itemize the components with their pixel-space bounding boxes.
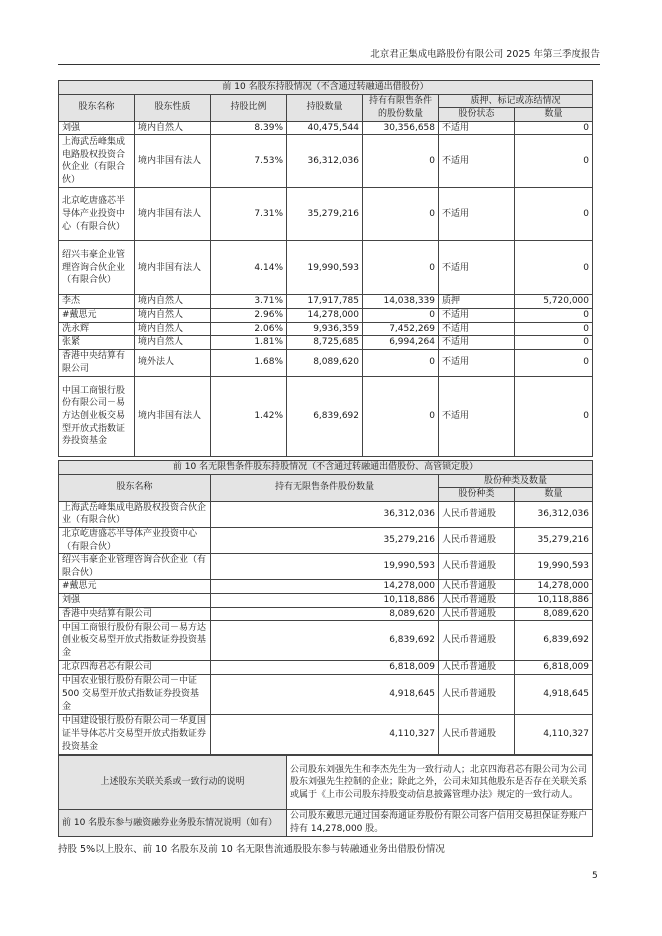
share-type: 人民币普通股 [439,674,515,714]
share-type-qty: 4,110,327 [515,714,593,754]
holding-qty: 17,917,785 [287,295,363,309]
share-type: 人民币普通股 [439,554,515,580]
table-row [59,308,593,322]
unrestricted-qty: 6,818,009 [211,661,439,675]
shareholder-name: 张紧 [59,336,135,350]
unrestricted-qty: 10,118,886 [211,593,439,607]
margin-trading-text: 公司股东戴思元通过国泰海通证券股份有限公司客户信用交易担保证券账户持有 14,278,000 股。 [287,810,593,837]
col-header-type-qty: 数量 [515,488,593,502]
shareholder-nature: 境外法人 [135,349,211,376]
holding-qty: 36,312,036 [287,135,363,188]
shareholder-nature: 境内自然人 [135,322,211,336]
related-parties-label: 上述股东关联关系或一致行动的说明 [59,756,287,810]
table-row [59,188,593,241]
holding-ratio: 4.14% [211,241,287,295]
unrestricted-qty: 35,279,216 [211,527,439,553]
share-type-qty: 35,279,216 [515,527,593,553]
pledge-status: 不适用 [439,241,515,295]
col-header-name: 股东名称 [59,94,135,121]
share-type: 人民币普通股 [439,593,515,607]
holding-ratio: 7.31% [211,188,287,241]
top10-shareholders-table [58,80,593,457]
table-row [59,621,593,661]
pledge-status: 不适用 [439,376,515,456]
page-number: 5 [592,871,598,881]
holding-ratio: 1.81% [211,336,287,350]
holding-qty: 35,279,216 [287,188,363,241]
pledge-qty: 0 [515,188,593,241]
col-header-name: 股东名称 [59,474,211,501]
table-row [59,349,593,376]
unrestricted-title: 前 10 名无限售条件股东持股情况（不含通过转融通出借股份、高管锁定股） [59,461,593,475]
pledge-status: 不适用 [439,135,515,188]
col-header-restricted: 持有有限售条件的股份数量 [363,94,439,121]
share-type: 人民币普通股 [439,661,515,675]
shareholder-name: #戴思元 [59,308,135,322]
shareholder-name: 中国农业银行股份有限公司－中证 500 交易型开放式指数证券投资基金 [59,674,211,714]
share-type: 人民币普通股 [439,527,515,553]
shareholder-nature: 境内自然人 [135,121,211,135]
shareholder-name: 香港中央结算有限公司 [59,607,211,621]
col-header-type: 股份种类 [439,488,515,502]
table-row [59,336,593,350]
col-header-pledge-qty: 数量 [515,108,593,122]
notes-table [58,755,593,837]
unrestricted-qty: 6,839,692 [211,621,439,661]
share-type-qty: 19,990,593 [515,554,593,580]
shareholder-name: 上海武岳峰集成电路股权投资合伙企业（有限合伙） [59,501,211,527]
col-header-pledge-group: 质押、标记或冻结情况 [439,94,593,108]
col-header-qty: 持股数量 [287,94,363,121]
pledge-qty: 0 [515,308,593,322]
restricted-qty: 30,356,658 [363,121,439,135]
holding-ratio: 3.71% [211,295,287,309]
col-header-unrestricted-qty: 持有无限售条件股份数量 [211,474,439,501]
pledge-qty: 0 [515,322,593,336]
section-footnote: 持股 5%以上股东、前 10 名股东及前 10 名无限售流通股股东参与转融通业务出借股份情况 [58,844,445,855]
restricted-qty: 0 [363,241,439,295]
holding-qty: 14,278,000 [287,308,363,322]
pledge-qty: 5,720,000 [515,295,593,309]
shareholder-name: 中国工商银行股份有限公司－易方达创业板交易型开放式指数证券投资基金 [59,621,211,661]
shareholder-name: 冼永辉 [59,322,135,336]
restricted-qty: 0 [363,349,439,376]
table-row [59,241,593,295]
pledge-status: 不适用 [439,349,515,376]
pledge-status: 不适用 [439,336,515,350]
share-type-qty: 6,839,692 [515,621,593,661]
share-type: 人民币普通股 [439,580,515,594]
table-row [59,501,593,527]
share-type: 人民币普通股 [439,714,515,754]
holding-ratio: 1.68% [211,349,287,376]
holding-qty: 40,475,544 [287,121,363,135]
col-header-ratio: 持股比例 [211,94,287,121]
shareholder-name: 北京屹唐盛芯半导体产业投资中心（有限合伙） [59,188,135,241]
unrestricted-qty: 19,990,593 [211,554,439,580]
unrestricted-qty: 4,110,327 [211,714,439,754]
restricted-qty: 6,994,264 [363,336,439,350]
share-type-qty: 10,118,886 [515,593,593,607]
pledge-status: 不适用 [439,322,515,336]
table-row [59,593,593,607]
restricted-qty: 0 [363,188,439,241]
related-parties-text: 公司股东刘强先生和李杰先生为一致行动人；北京四海君芯有限公司为公司股东刘强先生控制的企业；除此之外，公司未知其他股东是否存在关联关系或属于《上市公司股东持股变动信息披露管理办法》规定的一致行动人。 [287,756,593,810]
table-row [59,135,593,188]
col-header-type-group: 股份种类及数量 [439,474,593,488]
shareholder-nature: 境内非国有法人 [135,241,211,295]
shareholder-name: 北京四海君芯有限公司 [59,661,211,675]
page-header: 北京君正集成电路股份有限公司 2025 年第三季度报告 [58,46,600,65]
restricted-qty: 7,452,269 [363,322,439,336]
unrestricted-qty: 4,918,645 [211,674,439,714]
shareholder-nature: 境内自然人 [135,295,211,309]
col-header-pledge-status: 股份状态 [439,108,515,122]
shareholder-nature: 境内非国有法人 [135,135,211,188]
share-type-qty: 4,918,645 [515,674,593,714]
share-type-qty: 36,312,036 [515,501,593,527]
shareholder-name: 中国建设银行股份有限公司－华夏国证半导体芯片交易型开放式指数证券投资基金 [59,714,211,754]
pledge-status: 质押 [439,295,515,309]
unrestricted-qty: 36,312,036 [211,501,439,527]
pledge-status: 不适用 [439,188,515,241]
table-row [59,295,593,309]
holding-ratio: 1.42% [211,376,287,456]
shareholder-name: 绍兴韦豪企业管理咨询合伙企业（有限合伙） [59,241,135,295]
shareholder-nature: 境内非国有法人 [135,376,211,456]
pledge-status: 不适用 [439,308,515,322]
share-type: 人民币普通股 [439,607,515,621]
shareholder-name: 上海武岳峰集成电路股权投资合伙企业（有限合伙） [59,135,135,188]
share-type: 人民币普通股 [439,621,515,661]
shareholder-name: 香港中央结算有限公司 [59,349,135,376]
pledge-status: 不适用 [439,121,515,135]
table-row [59,661,593,675]
table-row [59,714,593,754]
holding-ratio: 2.96% [211,308,287,322]
shareholder-name: 中国工商银行股份有限公司－易方达创业板交易型开放式指数证券投资基金 [59,376,135,456]
top10-unrestricted-table [58,460,593,755]
pledge-qty: 0 [515,241,593,295]
holding-qty: 9,936,359 [287,322,363,336]
unrestricted-qty: 8,089,620 [211,607,439,621]
table-row [59,554,593,580]
table-row [59,674,593,714]
holding-qty: 6,839,692 [287,376,363,456]
holding-qty: 8,089,620 [287,349,363,376]
restricted-qty: 0 [363,376,439,456]
shareholder-name: 刘强 [59,593,211,607]
pledge-qty: 0 [515,135,593,188]
holding-ratio: 8.39% [211,121,287,135]
margin-trading-row [59,810,593,837]
unrestricted-qty: 14,278,000 [211,580,439,594]
table-row [59,121,593,135]
shareholder-nature: 境内自然人 [135,336,211,350]
pledge-qty: 0 [515,336,593,350]
table-row [59,527,593,553]
shareholder-name: 绍兴韦豪企业管理咨询合伙企业（有限合伙） [59,554,211,580]
table-row [59,376,593,456]
shareholder-nature: 境内自然人 [135,308,211,322]
holding-ratio: 7.53% [211,135,287,188]
share-type: 人民币普通股 [439,501,515,527]
shareholder-nature: 境内非国有法人 [135,188,211,241]
related-parties-row [59,756,593,810]
table-row [59,322,593,336]
col-header-nature: 股东性质 [135,94,211,121]
shareholder-name: 刘强 [59,121,135,135]
pledge-qty: 0 [515,121,593,135]
pledge-qty: 0 [515,376,593,456]
holding-qty: 19,990,593 [287,241,363,295]
restricted-qty: 0 [363,135,439,188]
restricted-qty: 0 [363,308,439,322]
margin-trading-label: 前 10 名股东参与融资融券业务股东情况说明（如有） [59,810,287,837]
restricted-qty: 14,038,339 [363,295,439,309]
table-row [59,580,593,594]
share-type-qty: 6,818,009 [515,661,593,675]
share-type-qty: 14,278,000 [515,580,593,594]
top10-title: 前 10 名股东持股情况（不含通过转融通出借股份） [59,81,593,95]
holding-ratio: 2.06% [211,322,287,336]
shareholder-name: 李杰 [59,295,135,309]
table-row [59,607,593,621]
shareholder-name: 北京屹唐盛芯半导体产业投资中心（有限合伙） [59,527,211,553]
holding-qty: 8,725,685 [287,336,363,350]
pledge-qty: 0 [515,349,593,376]
shareholder-name: #戴思元 [59,580,211,594]
share-type-qty: 8,089,620 [515,607,593,621]
